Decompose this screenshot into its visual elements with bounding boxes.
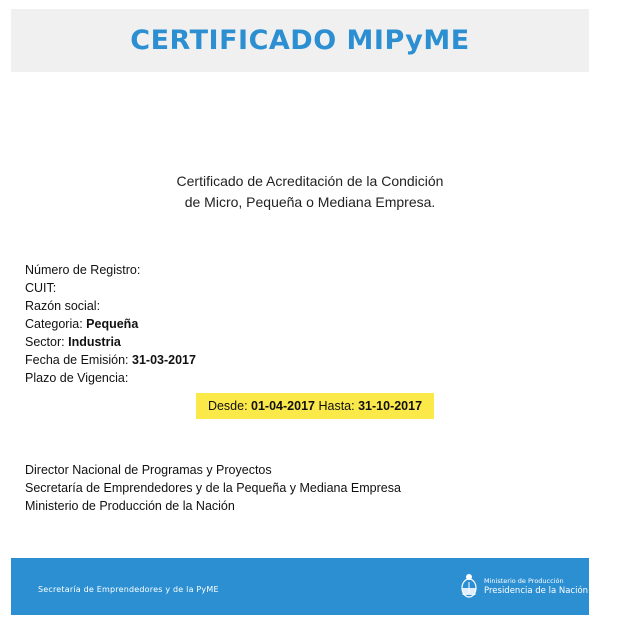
field-categoria bbox=[25, 315, 196, 333]
field-razon-social bbox=[25, 297, 196, 315]
plazo-vigencia-label: Plazo de Vigencia: bbox=[25, 371, 129, 385]
sector-value: Industria bbox=[68, 335, 121, 349]
sector-label: Sector: bbox=[25, 335, 65, 349]
fecha-emision-label: Fecha de Emisión: bbox=[25, 353, 129, 367]
ministry-name: Ministerio de Producción bbox=[484, 576, 564, 585]
fecha-emision-value: 31-03-2017 bbox=[132, 353, 196, 367]
argentina-coat-of-arms-icon bbox=[460, 573, 478, 599]
footer-band bbox=[11, 558, 589, 615]
certificate-fields bbox=[25, 261, 196, 387]
field-fecha-emision bbox=[25, 351, 196, 369]
presidency-name: Presidencia de la Nación bbox=[484, 585, 589, 596]
subtitle-line-1: Certificado de Acreditación de la Condición bbox=[176, 173, 444, 189]
header-band bbox=[11, 9, 589, 72]
footer-ministry-logo bbox=[460, 573, 588, 599]
page-title: CERTIFICADO MIPyME bbox=[130, 25, 470, 56]
field-sector bbox=[25, 333, 196, 351]
field-plazo-vigencia bbox=[25, 369, 196, 387]
field-cuit bbox=[25, 279, 196, 297]
signature-line-3: Ministerio de Producción de la Nación bbox=[25, 499, 235, 513]
desde-label: Desde: bbox=[207, 399, 248, 413]
certificate-subtitle bbox=[11, 171, 609, 213]
signature-line-2: Secretaría de Emprendedores y de la Pequeña y Mediana Empresa bbox=[25, 481, 401, 495]
hasta-label: Hasta: bbox=[318, 399, 355, 413]
registro-label: Número de Registro: bbox=[25, 263, 141, 277]
field-registro bbox=[25, 261, 196, 279]
footer-secretaria-text: Secretaría de Emprendedores y de la PyME bbox=[38, 585, 219, 594]
signature-block bbox=[25, 461, 401, 515]
subtitle-line-2: de Micro, Pequeña o Mediana Empresa. bbox=[184, 194, 436, 210]
signature-line-1: Director Nacional de Programas y Proyectos bbox=[25, 463, 272, 477]
categoria-value: Pequeña bbox=[86, 317, 139, 331]
cuit-label: CUIT: bbox=[25, 281, 57, 295]
desde-value: 01-04-2017 bbox=[251, 399, 315, 413]
validity-period-highlight bbox=[196, 393, 434, 419]
categoria-label: Categoria: bbox=[25, 317, 83, 331]
hasta-value: 31-10-2017 bbox=[358, 399, 423, 413]
razon-social-label: Razón social: bbox=[25, 299, 101, 313]
